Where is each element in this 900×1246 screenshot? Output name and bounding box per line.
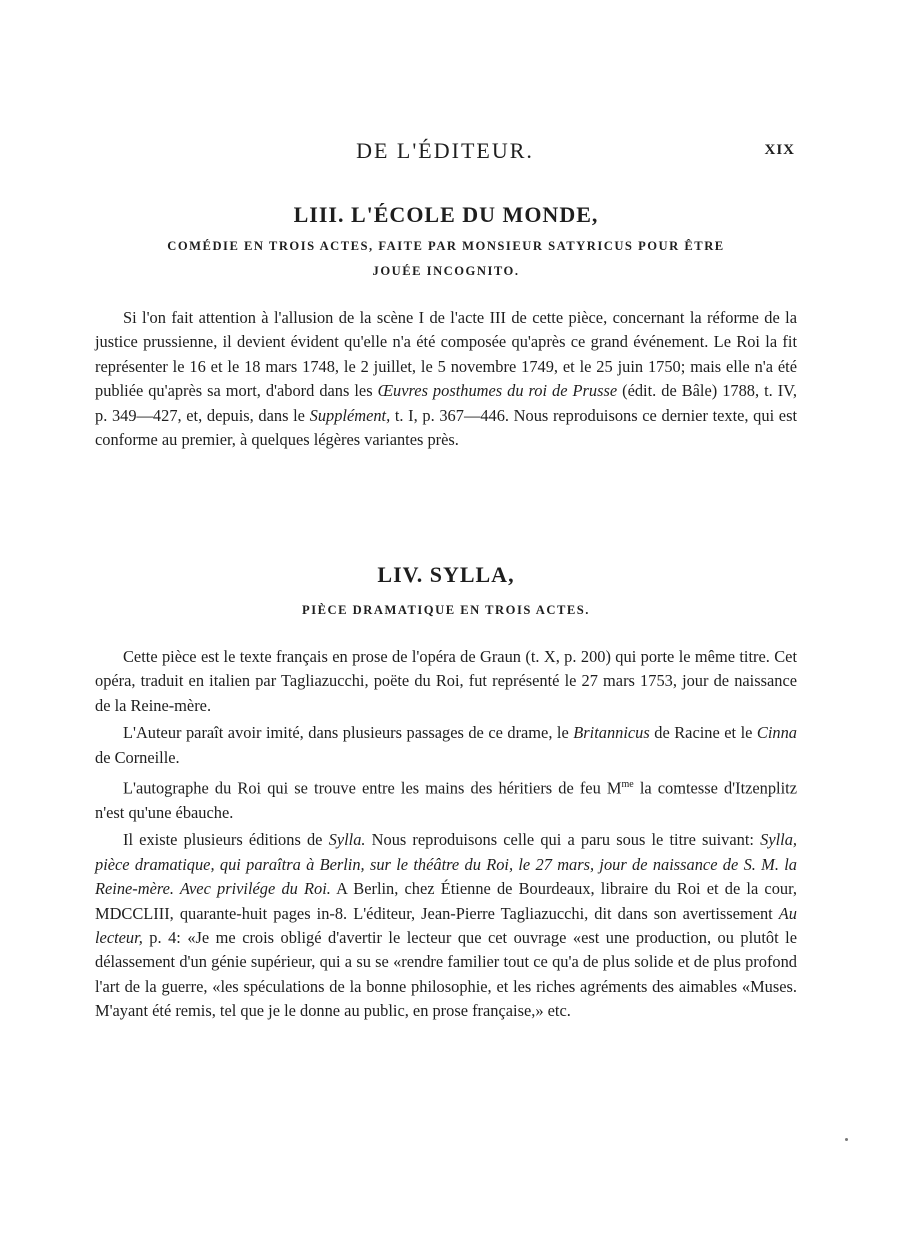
section-liii-subtitle-line1: COMÉDIE EN TROIS ACTES, FAITE PAR MONSIEUR SATYRICUS POUR ÊTRE bbox=[167, 239, 725, 253]
text-run: L'Auteur paraît avoir imité, dans plusieurs passages de ce drame, le bbox=[123, 723, 574, 743]
running-head bbox=[95, 138, 795, 168]
section-liv bbox=[95, 562, 797, 1027]
text-run: de Corneille. bbox=[95, 747, 180, 767]
text-run: la comtesse d'Itzenplitz n'est qu'une ébauche. bbox=[95, 778, 797, 822]
section-liv-body bbox=[95, 645, 797, 1024]
section-liv-paragraph-3 bbox=[95, 773, 797, 825]
section-liv-paragraph-1: Cette pièce est le texte français en prose de l'opéra de Graun (t. X, p. 200) qui porte le même titre. Cet opéra, traduit en italien par Tagliazucchi, poëte du Roi, fut représenté le 27 mars 1753, jour de naissance de la Reine-mère. bbox=[95, 647, 797, 715]
section-liii-title: LIII. L'ÉCOLE DU MONDE, bbox=[293, 202, 599, 227]
section-liv-subtitle: PIÈCE DRAMATIQUE EN TROIS ACTES. bbox=[302, 603, 590, 617]
text-run: t. I, p. 367—446. Nous reproduisons ce dernier texte, qui est conforme au premier, à quelques légères variantes près. bbox=[95, 405, 797, 450]
italic-title-oeuvres-posthumes: Œuvres posthumes du roi de Prusse bbox=[377, 381, 618, 401]
section-liii bbox=[95, 202, 797, 455]
text-run: Nous reproduisons celle qui a paru sous le titre suivant: bbox=[365, 830, 761, 850]
italic-full-title-sylla: Sylla, pièce dramatique, qui paraîtra à Berlin, sur le théâtre du Roi, le 27 mars, jour de naissance de S. M. la Reine-mère. Avec privilége du Roi. bbox=[95, 830, 797, 899]
section-liv-paragraph-2 bbox=[95, 721, 797, 770]
text-run: L'autographe du Roi qui se trouve entre les mains des héritiers de feu M bbox=[123, 778, 622, 798]
text-run: p. 4: «Je me crois obligé d'avertir le lecteur que cet ouvrage «est une production, ou plutôt le délassement d'un génie supérieur, qui a su se «rendre familier tout ce qu'a de plus solide et de plus profond l'art de la guerre, «les spéculations de la bonne philosophie, et les riches agréments des aimables «Muses. M'ayant été remis, tel que je le donne au public, en prose française,» etc. bbox=[95, 927, 797, 1021]
italic-title-supplement: Supplément, bbox=[309, 405, 391, 425]
text-run: (édit. de Bâle) 1788, t. IV, p. 349—427, et, depuis, dans le bbox=[95, 381, 798, 425]
text-run: Il existe plusieurs éditions de bbox=[123, 830, 329, 850]
section-liii-body bbox=[95, 306, 797, 452]
italic-title-cinna: Cinna bbox=[756, 723, 797, 743]
text-run: Si l'on fait attention à l'allusion de la scène I de l'acte III de cette pièce, concernant la réforme de la justice prussienne, il devient évident qu'elle n'a été composée qu'après ce grand événement. Le Roi la fit représenter le 16 et le 18 mars 1748, le 2 juillet, le 5 novembre 1749, et le 25 juin 1750; mais elle n'a été publiée qu'après sa mort, d'abord dans les bbox=[95, 308, 797, 401]
section-liv-paragraph-4 bbox=[95, 828, 797, 1023]
text-run: A Berlin, chez Étienne de Bourdeaux, libraire du Roi et de la cour, MDCCLIII, quarante-huit pages in-8. L'éditeur, Jean-Pierre Tagliazucchi, dit dans son avertissement bbox=[95, 879, 797, 923]
section-liv-title: LIV. SYLLA, bbox=[377, 562, 515, 587]
page-number: XIX bbox=[764, 142, 795, 158]
section-liii-subtitle bbox=[95, 234, 797, 284]
section-liii-paragraph-1 bbox=[95, 306, 797, 452]
italic-title-britannicus: Britannicus bbox=[573, 723, 650, 743]
text-run: de Racine et le bbox=[649, 723, 757, 743]
running-head-title: DE L'ÉDITEUR. bbox=[356, 138, 534, 163]
superscript-me: me bbox=[621, 779, 634, 791]
italic-title-sylla: Sylla. bbox=[328, 830, 366, 850]
ink-speck bbox=[845, 1138, 848, 1141]
italic-au-lecteur: Au lecteur, bbox=[95, 903, 797, 947]
section-liii-subtitle-line2: JOUÉE INCOGNITO. bbox=[372, 264, 520, 278]
